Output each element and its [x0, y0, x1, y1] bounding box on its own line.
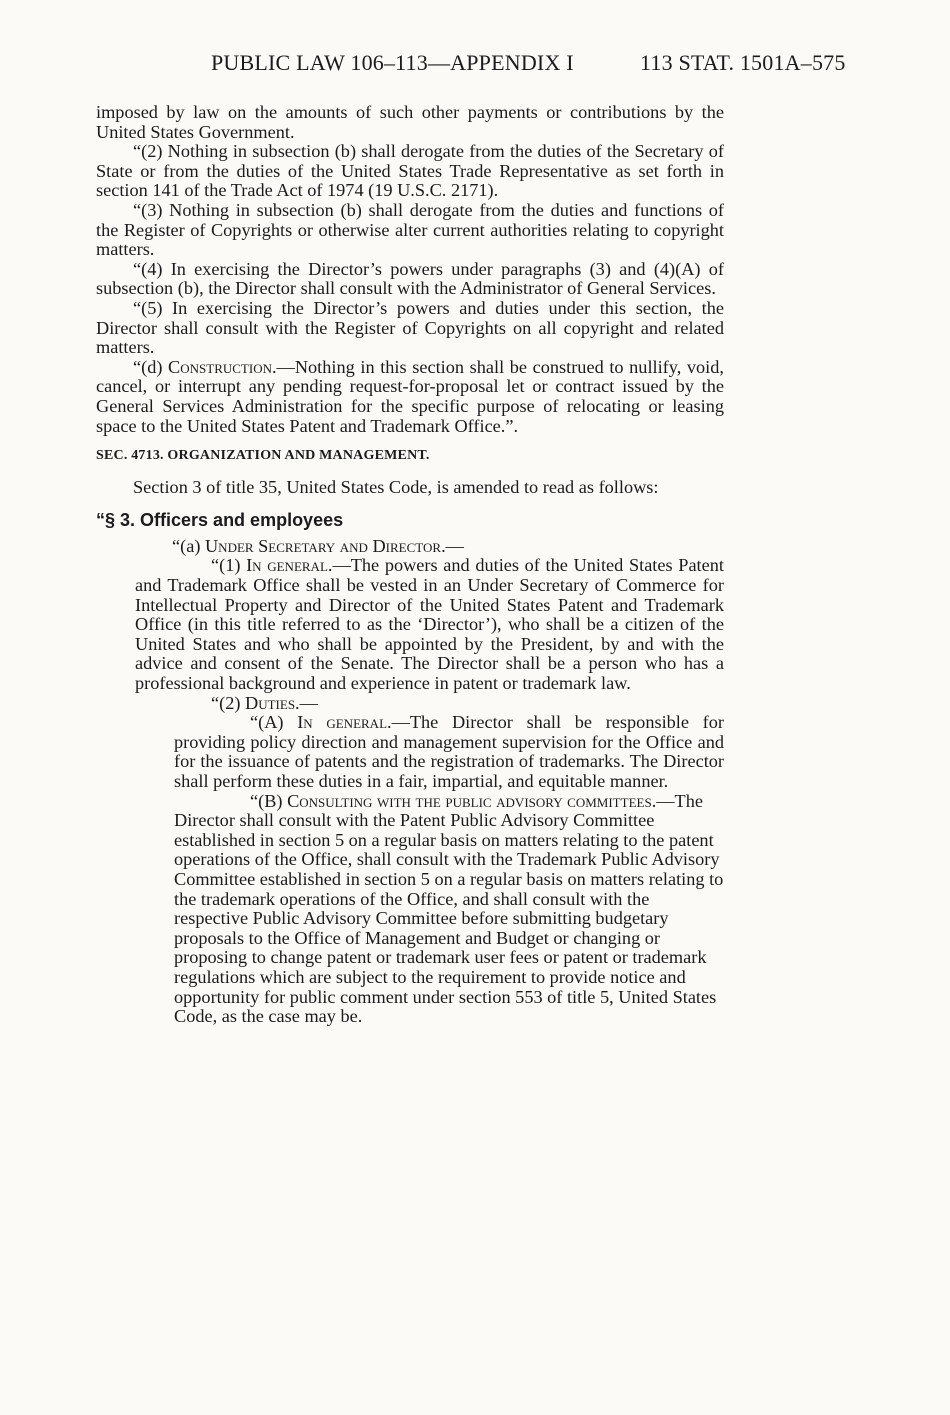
paragraph-c4: “(4) In exercising the Director’s powers under paragraphs (3) and (4)(A) of subsection (b), the Director shall consult with the Administrator of General Services.	[96, 258, 724, 299]
paragraph-heading: Construction	[168, 356, 272, 377]
prefix: “(A)	[250, 712, 298, 733]
paragraph-c2: “(2) Nothing in subsection (b) shall derogate from the duties of the Secretary of State or from the duties of the United States Trade Representative as set forth in section 141 of the Trade Act of 1974 (19 U.S.C. 2171).	[96, 141, 724, 201]
paragraph-text: .—Nothing in this section shall be construed to nullify, void, cancel, or interrupt any pending request-for-proposal let or contract issued by the General Services Administration for the specific purpose of relocating or leasing space to the United States Patent and Trademark Office.”.	[96, 356, 724, 436]
running-title: PUBLIC LAW 106–113—APPENDIX I	[211, 50, 574, 75]
page-body	[96, 103, 724, 1027]
suffix: .—	[441, 535, 464, 556]
subsection-a	[96, 537, 724, 557]
paragraph-a1	[96, 556, 724, 693]
paragraph-a2	[96, 694, 724, 714]
paragraph-c3: “(3) Nothing in subsection (b) shall derogate from the duties and functions of the Register of Copyrights or otherwise alter current authorities relating to copyright matters.	[96, 199, 724, 260]
section-heading: SEC. 4713. ORGANIZATION AND MANAGEMENT.	[96, 448, 430, 464]
subparagraph-a2B	[96, 792, 724, 1027]
paragraph-heading: In general	[246, 555, 328, 576]
paragraph-heading: Duties	[245, 692, 296, 713]
prefix: “(a)	[172, 535, 205, 556]
paragraph-text: .—The powers and duties of the United States Patent and Trademark Office shall be vested in an Under Secretary of Commerce for Intellectual Property and Director of the United States Patent and Trademark Office (in this title referred to as the ‘Director’), who shall be a citizen of the United States and who shall be appointed by the President, by and with the advice and consent of the Senate. The Director shall be a person who has a professional background and experience in patent or trademark law.	[135, 555, 724, 694]
subparagraph-a2A	[96, 713, 724, 791]
section-intro: Section 3 of title 35, United States Code, is amended to read as follows:	[133, 476, 659, 497]
subparagraph-heading: Consulting with the public advisory committees	[287, 790, 652, 811]
section-title: “§ 3. Officers and employees	[96, 510, 344, 531]
subsection-heading: Under Secretary and Director	[204, 535, 442, 556]
subparagraph-text: .—The Director shall consult with the Patent Public Advisory Committee established in section 5 on a regular basis on matters relating to the patent operations of the Office, shall consult with the Trademark Public Advisory Committee established in section 5 on a regular basis on matters relating to the trademark operations of the Office, and shall consult with the respective Public Advisory Committee before submitting budgetary proposals to the Office of Management and Budget or changing or proposing to change patent or trademark user fees or patent or trademark regulations which are subject to the requirement to provide notice and opportunity for public comment under section 553 of title 5, United States Code, as the case may be.	[174, 790, 724, 1027]
subparagraph-text: .—The Director shall be responsible for providing policy direction and management supervision for the Office and for the issuance of patents and the registration of trademarks. The Director shall perform these duties in a fair, impartial, and equitable manner.	[174, 712, 724, 791]
paragraph-continuation: imposed by law on the amounts of such other payments or contributions by the United States Government.	[96, 102, 724, 142]
running-header	[0, 50, 950, 84]
suffix: .—	[295, 692, 318, 713]
prefix: “(2)	[211, 692, 246, 713]
statute-citation: 113 STAT. 1501A–575	[640, 50, 846, 75]
paragraph-d-construction	[96, 358, 724, 436]
prefix: “(B)	[250, 790, 288, 811]
prefix: “(d)	[133, 356, 169, 377]
prefix: “(1)	[211, 555, 247, 576]
paragraph-c5: “(5) In exercising the Director’s powers and duties under this section, the Director shall consult with the Register of Copyrights on all copyright and related matters.	[96, 297, 724, 358]
subparagraph-heading: In general	[297, 712, 388, 733]
